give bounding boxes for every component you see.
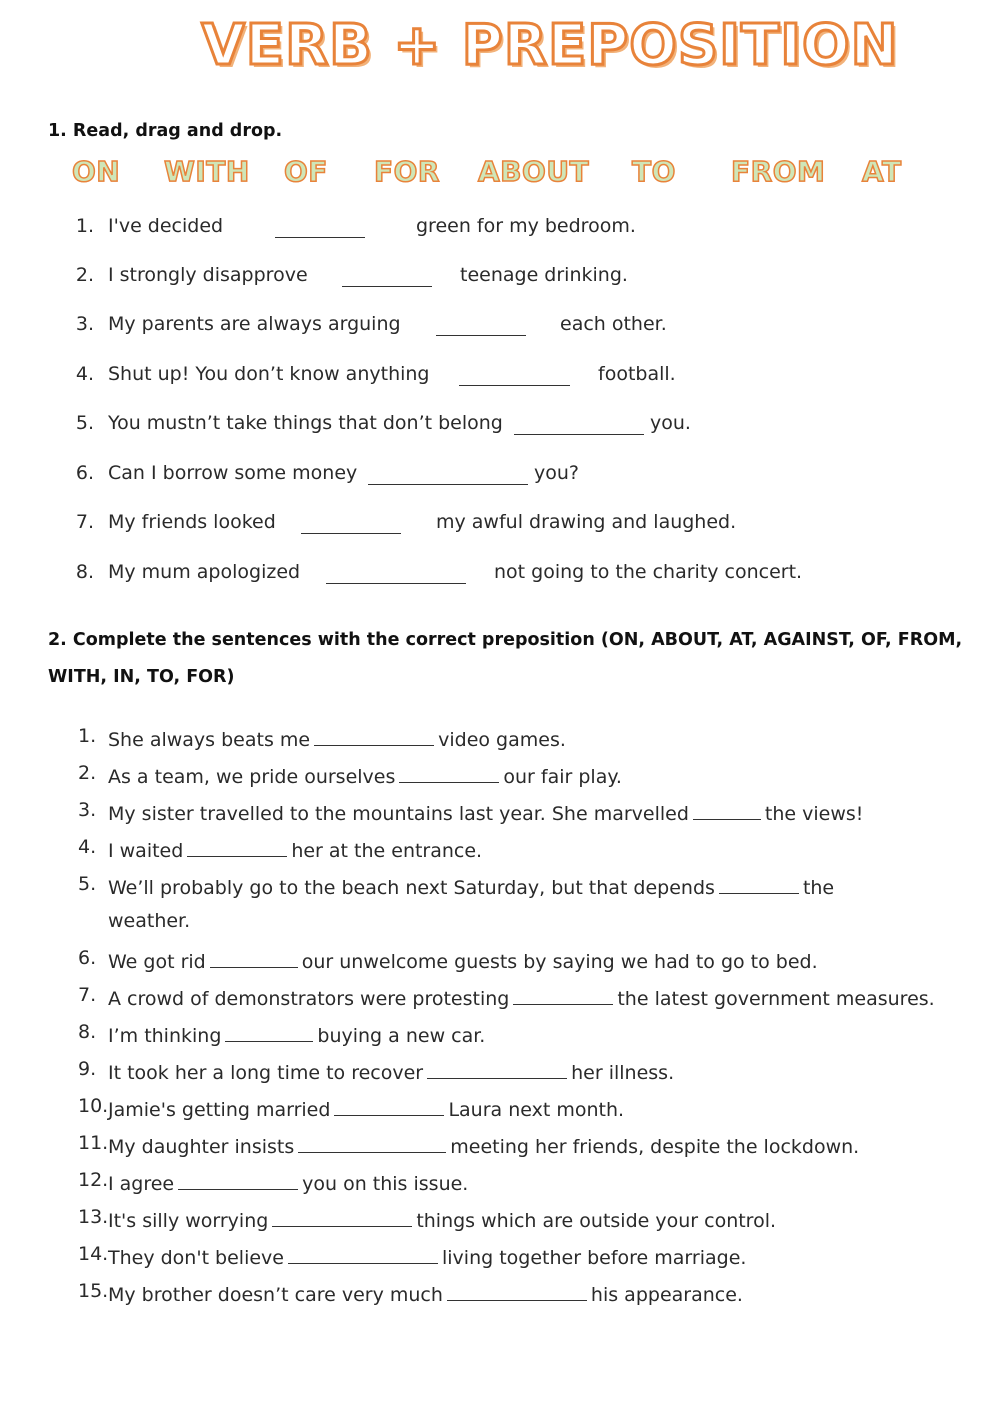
item-number: 2. (75, 264, 94, 286)
item-text-before: My mum apologized (108, 561, 301, 583)
item-text-after: her at the entrance. (291, 840, 483, 862)
section-2-heading-line-2: WITH, IN, TO, FOR) (48, 667, 235, 687)
item-text-before: I've decided (108, 215, 224, 237)
item-text-after: her illness. (571, 1062, 675, 1084)
item-text-before: I waited (108, 840, 184, 862)
answer-blank[interactable] (288, 1245, 438, 1264)
item-text-after: his appearance. (590, 1284, 743, 1306)
item-text-after: teenage drinking. (460, 264, 628, 286)
word-chip-of[interactable]: OF (284, 155, 328, 188)
drop-target[interactable] (275, 215, 365, 238)
item-text-before: It took her a long time to recover (108, 1062, 424, 1084)
item-number: 12. (78, 1169, 109, 1191)
answer-blank[interactable] (225, 1023, 313, 1042)
item-text-before: I’m thinking (108, 1025, 222, 1047)
item-text-before: I agree (108, 1173, 175, 1195)
item-number: 8. (75, 561, 94, 583)
word-chip-about[interactable]: ABOUT (478, 155, 590, 188)
item-number: 4. (78, 836, 97, 858)
word-chip-to[interactable]: TO (632, 155, 676, 188)
item-text-after: you? (534, 462, 579, 484)
answer-blank[interactable] (272, 1208, 412, 1227)
item-number: 4. (75, 363, 94, 385)
answer-blank[interactable] (447, 1282, 587, 1301)
answer-blank[interactable] (693, 801, 761, 820)
item-text-before: You mustn’t take things that don’t belong (108, 412, 503, 434)
item-number: 14. (78, 1243, 109, 1265)
drop-target[interactable] (459, 363, 570, 386)
worksheet-title: VERB + PREPOSITION (201, 13, 899, 78)
word-chip-for[interactable]: FOR (374, 155, 440, 188)
item-text-after: my awful drawing and laughed. (436, 511, 737, 533)
item-text-after: living together before marriage. (442, 1247, 747, 1269)
item-number: 1. (78, 725, 97, 747)
word-chip-with[interactable]: WITH (164, 155, 250, 188)
item-text-after: you on this issue. (302, 1173, 469, 1195)
answer-blank[interactable] (719, 875, 799, 894)
drop-target[interactable] (342, 264, 432, 287)
answer-blank[interactable] (427, 1060, 567, 1079)
item-text-continuation: weather. (108, 910, 191, 932)
item-number: 5. (75, 412, 94, 434)
section-1-heading: 1. Read, drag and drop. (48, 121, 283, 141)
item-number: 10. (78, 1095, 109, 1117)
item-text-before: A crowd of demonstrators were protesting (108, 988, 510, 1010)
answer-blank[interactable] (298, 1134, 446, 1153)
item-text-after: not going to the charity concert. (494, 561, 803, 583)
item-text-before: My brother doesn’t care very much (108, 1284, 443, 1306)
item-text-before: My parents are always arguing (108, 313, 401, 335)
item-text-before: Jamie's getting married (108, 1099, 331, 1121)
item-text-before: We got rid (108, 951, 206, 973)
item-text-after: our unwelcome guests by saying we had to go to bed. (301, 951, 818, 973)
item-text-after: meeting her friends, despite the lockdown. (450, 1136, 860, 1158)
item-number: 6. (75, 462, 94, 484)
item-text-before: Can I borrow some money (108, 462, 358, 484)
word-bank (0, 152, 1000, 196)
drop-target[interactable] (326, 561, 466, 584)
item-text-after: Laura next month. (448, 1099, 625, 1121)
item-number: 7. (75, 511, 94, 533)
item-number: 3. (75, 313, 94, 335)
item-number: 15. (78, 1280, 109, 1302)
answer-blank[interactable] (187, 838, 287, 857)
drop-target[interactable] (514, 412, 644, 435)
item-number: 8. (78, 1021, 97, 1043)
item-text-after: buying a new car. (317, 1025, 486, 1047)
item-number: 1. (75, 215, 94, 237)
item-text-before: It's silly worrying (108, 1210, 269, 1232)
item-number: 3. (78, 799, 97, 821)
drop-target[interactable] (368, 462, 528, 485)
answer-blank[interactable] (314, 727, 434, 746)
item-text-before: My daughter insists (108, 1136, 295, 1158)
answer-blank[interactable] (334, 1097, 444, 1116)
word-chip-from[interactable]: FROM (731, 155, 826, 188)
item-text-before: My friends looked (108, 511, 276, 533)
item-number: 13. (78, 1206, 109, 1228)
item-number: 5. (78, 873, 97, 895)
item-text-after: green for my bedroom. (416, 215, 636, 237)
item-text-after: the (802, 877, 835, 899)
word-chip-on[interactable]: ON (72, 155, 121, 188)
answer-blank[interactable] (513, 986, 613, 1005)
item-text-before: She always beats me (108, 729, 311, 751)
item-number: 6. (78, 947, 97, 969)
item-text-after: each other. (560, 313, 667, 335)
item-text-after: our fair play. (503, 766, 622, 788)
item-text-after: football. (598, 363, 676, 385)
item-text-before: As a team, we pride ourselves (108, 766, 396, 788)
item-text-before: I strongly disapprove (108, 264, 308, 286)
item-number: 2. (78, 762, 97, 784)
item-text-before: Shut up! You don’t know anything (108, 363, 430, 385)
item-number: 11. (78, 1132, 109, 1154)
section-2-heading-line-1: 2. Complete the sentences with the correct preposition (ON, ABOUT, AT, AGAINST, OF, FROM, (48, 630, 963, 650)
word-chip-at[interactable]: AT (862, 155, 902, 188)
drop-target[interactable] (436, 313, 526, 336)
item-text-before: They don't believe (108, 1247, 284, 1269)
answer-blank[interactable] (399, 764, 499, 783)
item-number: 9. (78, 1058, 97, 1080)
item-text-after: the views! (764, 803, 864, 825)
item-text-after: things which are outside your control. (416, 1210, 777, 1232)
item-number: 7. (78, 984, 97, 1006)
item-text-after: the latest government measures. (617, 988, 935, 1010)
answer-blank[interactable] (210, 949, 298, 968)
item-text-after: video games. (438, 729, 566, 751)
item-text-before: My sister travelled to the mountains last year. She marvelled (108, 803, 689, 825)
item-text-after: you. (650, 412, 691, 434)
item-text-before: We’ll probably go to the beach next Saturday, but that depends (108, 877, 715, 899)
answer-blank[interactable] (178, 1171, 298, 1190)
drop-target[interactable] (301, 511, 401, 534)
